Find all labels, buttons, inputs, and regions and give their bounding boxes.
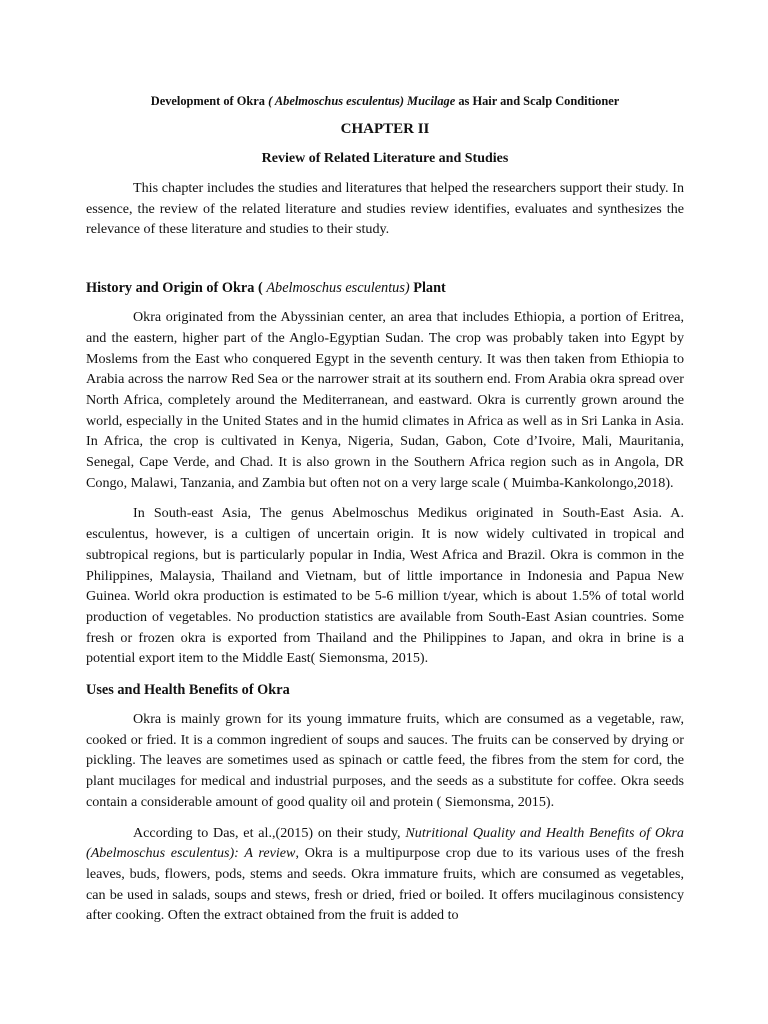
spacer bbox=[86, 298, 684, 307]
paragraph-text: According to Das, et al.,(2015) on their study, bbox=[133, 824, 406, 841]
chapter-heading: CHAPTER II bbox=[340, 121, 430, 137]
heading-text-end: Plant bbox=[409, 280, 446, 297]
chapter-subtitle: Review of Related Literature and Studies bbox=[261, 151, 509, 166]
title-text-end: as Hair and Scalp Conditioner bbox=[455, 94, 620, 108]
paragraph-text-end: , Okra is a multipurpose crop due to its various uses of the fresh leaves, buds, flowers, pods, stems and seeds. Okra immature fruits, which are consumed as vegetables, can be used in salads, soups and stews, fresh or dried, fried or boiled. It offers mucilaginous consistency after cooking. Often the extract obtained from the fruit is added to bbox=[86, 845, 685, 924]
heading-italic-text: Abelmoschus esculentus) bbox=[266, 280, 410, 297]
uses-paragraph-2 bbox=[86, 823, 684, 927]
section-heading-uses: Uses and Health Benefits of Okra bbox=[86, 682, 290, 699]
spacer bbox=[86, 700, 684, 709]
title-italic-text: ( Abelmoschus esculentus) Mucilage bbox=[268, 94, 456, 108]
spacer bbox=[86, 669, 684, 680]
spacer bbox=[86, 813, 684, 823]
uses-paragraph-1: Okra is mainly grown for its young immature fruits, which are consumed as a vegetable, raw, cooked or fried. It is a common ingredient of soups and sauces. The fruits can be conserved by drying or pickling. The leaves are sometimes used as spinach or cattle feed, the fibres from the stem for cord, the plant mucilages for medical and industrial purposes, and the seeds as a substitute for coffee. Okra seeds contain a considerable amount of good quality oil and protein ( Siemonsma, 2015). bbox=[86, 711, 684, 810]
document-title bbox=[86, 92, 684, 110]
spacer bbox=[86, 493, 684, 503]
title-text: Development of Okra bbox=[150, 94, 269, 108]
section-heading-history bbox=[86, 278, 684, 298]
study-title-italic: Nutritional Quality and Health Benefits of Okra (Abelmoschus esculentus): A review bbox=[86, 824, 684, 862]
spacer bbox=[86, 240, 684, 278]
history-paragraph-1: Okra originated from the Abyssinian center, an area that includes Ethiopia, a portion of Eritrea, and the eastern, higher part of the Anglo-Egyptian Sudan. The crop was probably taken into Egypt by Moslems from the East who conquered Egypt in the seventh century. It was then taken from Ethiopia to Arabia across the narrow Red Sea or the narrower strait at its southern end. From Arabia okra spread over North Africa, completely around the Mediterranean, and eastward. Okra is currently grown around the world, especially in the United States and in the humid climates in Africa as well as in Sri Lanka in Asia. In Africa, the crop is cultivated in Kenya, Nigeria, Sudan, Gabon, Cote d’Ivoire, Mali, Mauritania, Senegal, Cape Verde, and Chad. It is also grown in the Southern Africa region such as in Angola, DR Congo, Malawi, Tanzania, and Zambia but often not on a very large scale ( Muimba-Kankolongo,2018). bbox=[86, 309, 684, 491]
history-paragraph-2: In South-east Asia, The genus Abelmoschus Medikus originated in South-East Asia. A. esculentus, however, is a cultigen of uncertain origin. It is now widely cultivated in tropical and subtropical regions, but is particularly popular in India, West Africa and Brazil. Okra is common in the Philippines, Malaysia, Thailand and Vietnam, but of little importance in Indonesia and Papua New Guinea. World okra production is estimated to be 5-6 million t/year, which is about 1.5% of total world production of vegetables. No production statistics are available from South-East Asian countries. Some fresh or frozen okra is exported from Thailand and the Philippines to Japan, and okra in brine is a potential export item to the Middle East( Siemonsma, 2015). bbox=[86, 505, 684, 667]
intro-paragraph: This chapter includes the studies and literatures that helped the researchers support their study. In essence, the review of the related literature and studies review identifies, evaluates and synthesizes the relevance of these literature and studies to their study. bbox=[86, 180, 684, 238]
heading-text: History and Origin of Okra ( bbox=[86, 280, 267, 297]
